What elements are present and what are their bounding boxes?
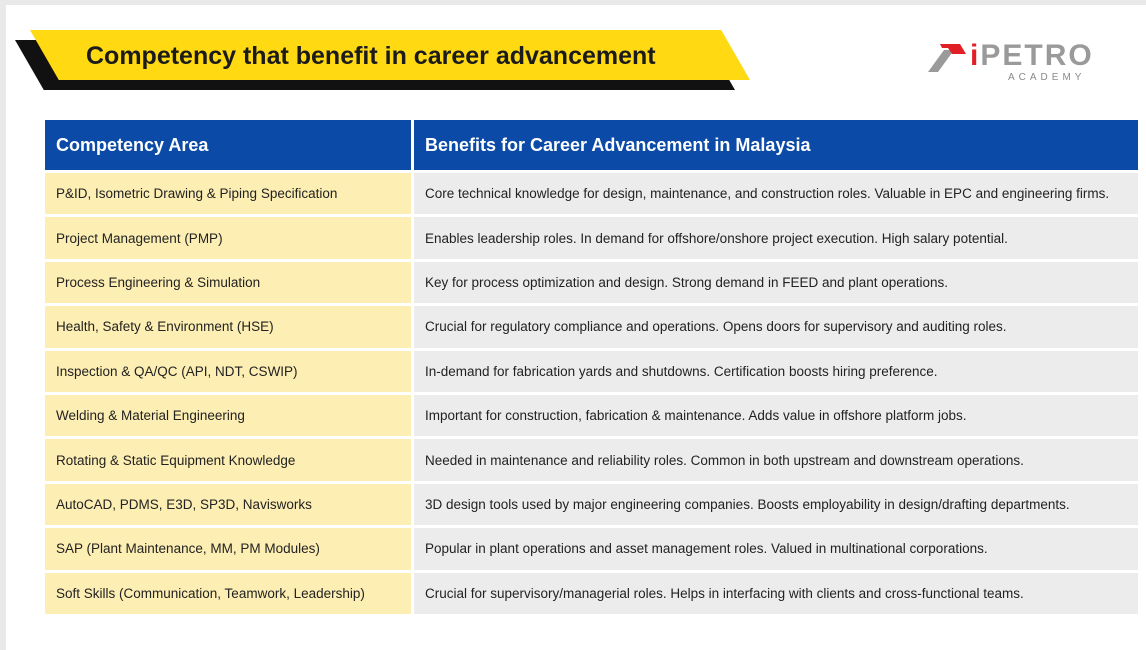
competency-cell: Process Engineering & Simulation [45, 262, 411, 303]
benefit-cell: Crucial for supervisory/managerial roles. Helps in interfacing with clients and cross-functional teams. [414, 573, 1138, 614]
competency-cell: Soft Skills (Communication, Teamwork, Leadership) [45, 573, 411, 614]
benefit-cell: Crucial for regulatory compliance and operations. Opens doors for supervisory and auditing roles. [414, 306, 1138, 347]
benefit-cell: Popular in plant operations and asset management roles. Valued in multinational corporations. [414, 528, 1138, 569]
table-row [45, 573, 1138, 614]
logo-arrow-icon [926, 40, 970, 74]
column-header-benefits: Benefits for Career Advancement in Malaysia [414, 120, 1138, 170]
competency-cell: Health, Safety & Environment (HSE) [45, 306, 411, 347]
benefit-cell: Needed in maintenance and reliability roles. Common in both upstream and downstream operations. [414, 439, 1138, 480]
benefit-cell: 3D design tools used by major engineering companies. Boosts employability in design/drafting departments. [414, 484, 1138, 525]
competency-cell: Project Management (PMP) [45, 217, 411, 258]
benefit-cell: Enables leadership roles. In demand for offshore/onshore project execution. High salary potential. [414, 217, 1138, 258]
benefit-cell: Key for process optimization and design. Strong demand in FEED and plant operations. [414, 262, 1138, 303]
ipetro-academy-logo [926, 38, 1106, 88]
table-row [45, 217, 1138, 258]
table-header-row [45, 120, 1138, 170]
benefit-cell: Important for construction, fabrication & maintenance. Adds value in offshore platform jobs. [414, 395, 1138, 436]
table-row [45, 395, 1138, 436]
column-header-competency: Competency Area [45, 120, 411, 170]
competency-cell: Inspection & QA/QC (API, NDT, CSWIP) [45, 351, 411, 392]
competency-cell: P&ID, Isometric Drawing & Piping Specification [45, 173, 411, 214]
table-row [45, 484, 1138, 525]
competency-cell: AutoCAD, PDMS, E3D, SP3D, Navisworks [45, 484, 411, 525]
competency-table [45, 120, 1138, 617]
table-row [45, 173, 1138, 214]
competency-cell: SAP (Plant Maintenance, MM, PM Modules) [45, 528, 411, 569]
table-row [45, 306, 1138, 347]
logo-prefix: i [970, 39, 981, 72]
table-row [45, 439, 1138, 480]
table-row [45, 351, 1138, 392]
page-title: Competency that benefit in career advancement [86, 42, 656, 70]
competency-cell: Welding & Material Engineering [45, 395, 411, 436]
benefit-cell: Core technical knowledge for design, maintenance, and construction roles. Valuable in EPC and engineering firms. [414, 173, 1138, 214]
table-row [45, 528, 1138, 569]
benefit-cell: In-demand for fabrication yards and shutdowns. Certification boosts hiring preference. [414, 351, 1138, 392]
logo-subtitle: ACADEMY [1008, 72, 1086, 83]
logo-wordmark [970, 38, 1094, 74]
competency-cell: Rotating & Static Equipment Knowledge [45, 439, 411, 480]
table-row [45, 262, 1138, 303]
logo-name: PETRO [980, 39, 1094, 72]
